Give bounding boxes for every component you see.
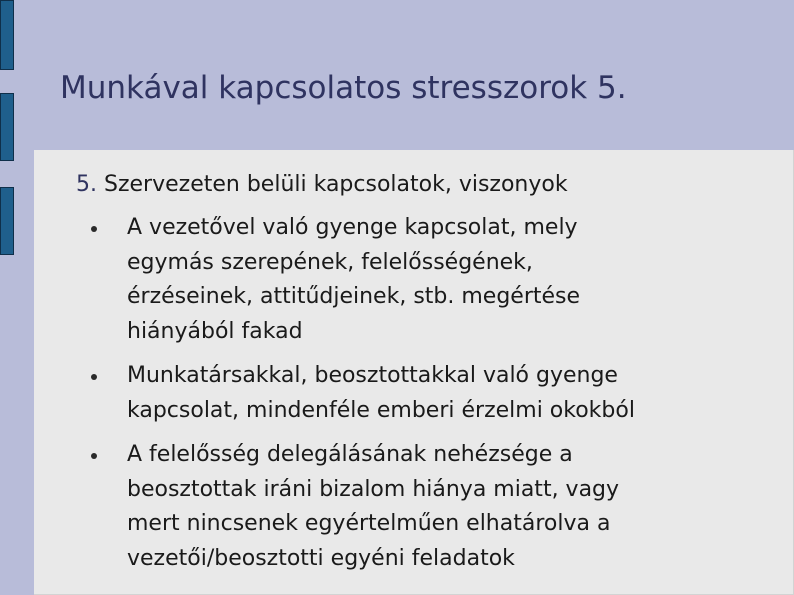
slide-title: Munkával kapcsolatos stresszorok 5. bbox=[60, 70, 627, 106]
bullet-text: A felelősség delegálásának nehézsége a beosztottak iráni bizalom hiánya miatt, vagy mert nincsenek egyértelműen elhatárolva a vezetői/beosztotti egyéni feladatok bbox=[127, 442, 620, 571]
section-number: 5. bbox=[76, 172, 97, 197]
bullet-dot-icon bbox=[91, 453, 97, 459]
section-heading-text: Szervezeten belüli kapcsolatok, viszonyok bbox=[104, 172, 568, 197]
side-decoration-bar bbox=[0, 93, 14, 161]
bullet-text: A vezetővel való gyenge kapcsolat, mely egymás szerepének, felelősségének, érzéseinek, attitűdjeinek, stb. megértése hiányából fakad bbox=[127, 215, 581, 344]
bullet-text: Munkatársakkal, beosztottakkal való gyenge kapcsolat, mindenféle emberi érzelmi okokból bbox=[127, 363, 635, 423]
bullet-dot-icon bbox=[91, 374, 97, 380]
bullet-dot-icon bbox=[91, 226, 97, 232]
side-decoration-bar bbox=[0, 187, 14, 255]
section-heading bbox=[76, 168, 568, 202]
side-decoration-bar bbox=[0, 0, 14, 70]
